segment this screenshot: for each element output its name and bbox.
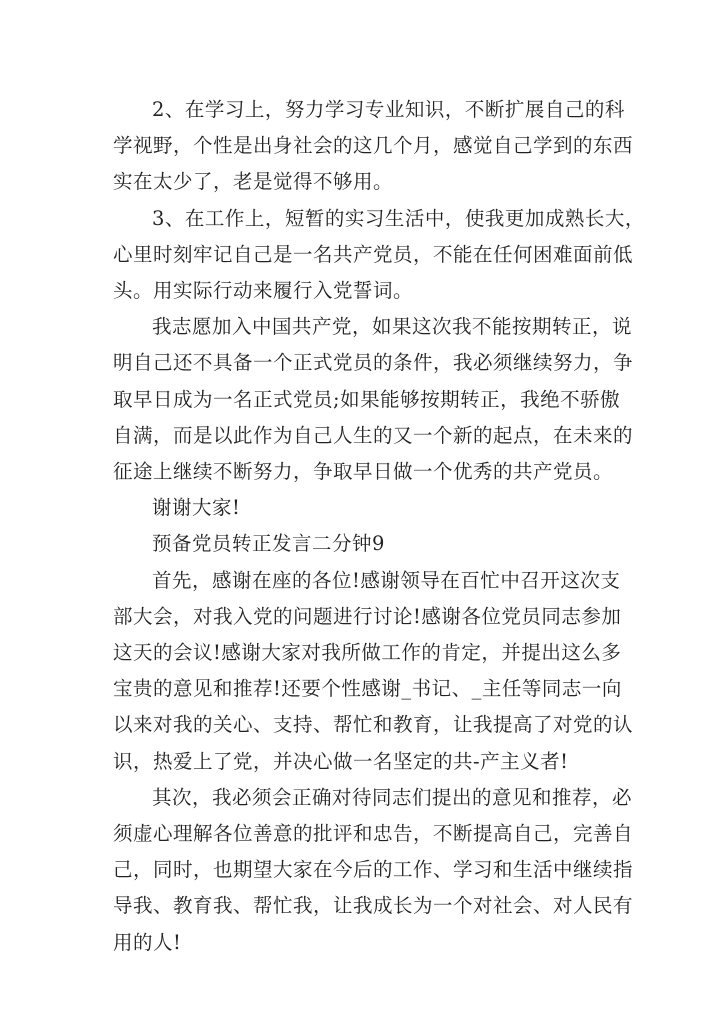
paragraph-p5 [113, 526, 613, 562]
document-body [113, 92, 645, 961]
paragraph-p7 [113, 780, 634, 961]
paragraph-p6 [113, 563, 634, 780]
text-line: 自满，而是以此作为自己人生的又一个新的起点，在未来的 [113, 423, 634, 447]
paragraph-p1 [113, 92, 634, 201]
text-line: 3、在工作上，短暂的实习生活中，使我更加成熟长大， [152, 206, 645, 230]
text-line: 其次，我必须会正确对待同志们提出的意见和推荐，必 [152, 785, 633, 809]
text-line: 心里时刻牢记自己是一名共产党员，不能在任何困难面前低 [113, 242, 634, 266]
paragraph-p2 [113, 201, 645, 310]
text-line: 用的人! [113, 930, 182, 954]
text-line: 导我、教育我、帮忙我，让我成长为一个对社会、对人民有 [113, 894, 634, 918]
text-line: 预备党员转正发言二分钟9 [152, 532, 385, 556]
text-line: 2、在学习上，努力学习专业知识，不断扩展自己的科 [152, 98, 625, 121]
text-line: 识，热爱上了党，并决心做一名坚定的共-产主义者! [113, 749, 569, 773]
text-line: 征途上继续不断努力，争取早日做一个优秀的共产党员。 [113, 460, 614, 484]
text-line: 这天的会议!感谢大家对我所做工作的肯定，并提出这么多 [113, 641, 622, 665]
text-line: 我志愿加入中国共产党，如果这次我不能按期转正，说 [152, 315, 633, 339]
text-line: 以来对我的关心、支持、帮忙和教育，让我提高了对党的认 [113, 713, 634, 737]
text-line: 宝贵的意见和推荐!还要个性感谢_书记、_主任等同志一向 [113, 677, 622, 701]
paragraph-p3 [113, 309, 634, 490]
text-line: 取早日成为一名正式党员;如果能够按期转正，我绝不骄傲 [113, 387, 621, 411]
text-line: 首先，感谢在座的各位!感谢领导在百忙中召开这次支 [152, 568, 621, 592]
text-line: 谢谢大家! [152, 496, 241, 520]
text-line: 明自己还不具备一个正式党员的条件，我必须继续努力，争 [113, 351, 634, 375]
text-line: 实在太少了，老是觉得不够用。 [113, 170, 394, 194]
text-line: 部大会，对我入党的问题进行讨论!感谢各位党员同志参加 [113, 604, 622, 628]
text-line: 须虚心理解各位善意的批评和忠告，不断提高自己，完善自 [113, 822, 634, 846]
text-line: 头。用实际行动来履行入党誓词。 [113, 279, 414, 303]
paragraph-p4 [113, 490, 613, 526]
text-line: 己，同时，也期望大家在今后的工作、学习和生活中继续指 [113, 858, 634, 882]
text-line: 学视野，个性是出身社会的这几个月，感觉自己学到的东西 [113, 134, 634, 158]
